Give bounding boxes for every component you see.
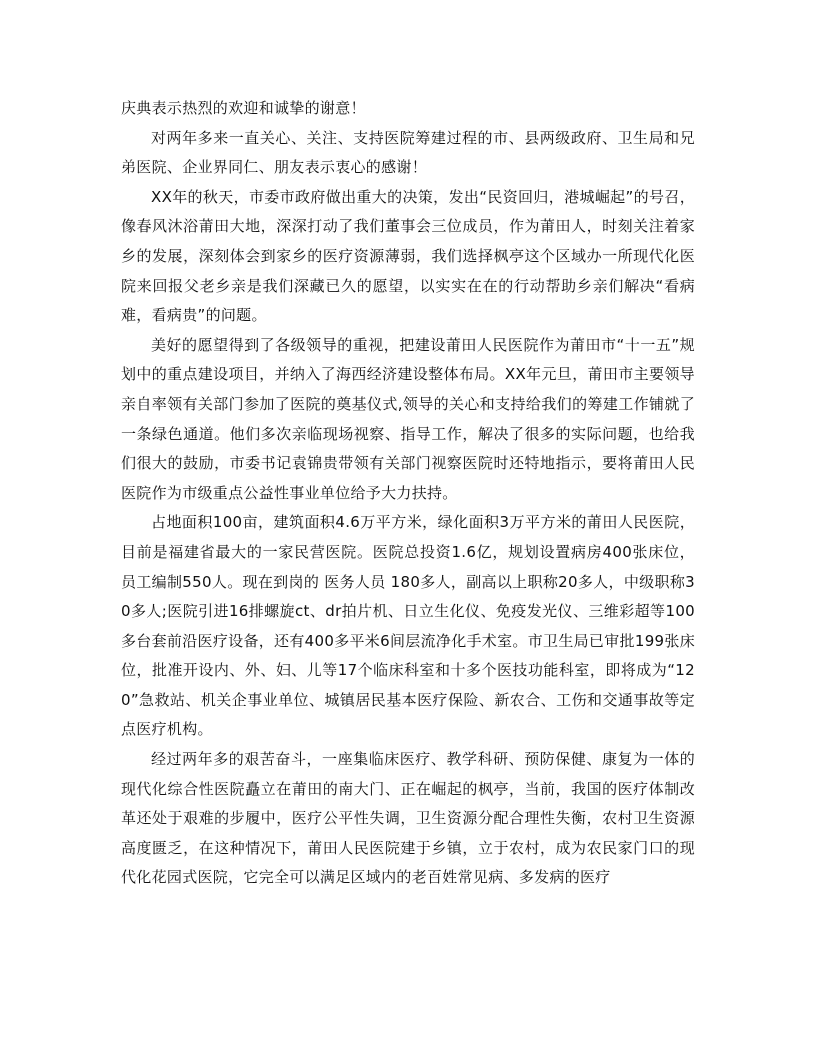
paragraph-3: XX年的秋天，市委市政府做出重大的决策，发出“民资回归，港城崛起”的号召，像春风沐浴莆田大地，深深打动了我们董事会三位成员，作为莆田人，时刻关注着家乡的发展，深刻体会到家乡的医疗资源薄弱，我们选择枫亭这个区域办一所现代化医院来回报父老乡亲是我们深藏已久的愿望，以实实在在的行动帮助乡亲们解决“看病难，看病贵”的问题。	[121, 187, 695, 325]
paragraph-5: 占地面积100亩，建筑面积4.6万平方米，绿化面积3万平方米的莆田人民医院，目前是福建省最大的一家民营医院。医院总投资1.6亿，规划设置病房400张床位，员工编制550人。现在到岗的 医务人员 180多人，副高以上职称20多人，中级职称30多人;医院引进16排螺旋ct、dr拍片机、日立生化仪、免疫发光仪、三维彩超等100多台套前沿医疗设备，还有400多平米6间层流净化手术室。市卫生局已审批199张床位，批准开设内、外、妇、儿等17个临床科室和十多个医技功能科室，即将成为“120”急救站、机关企事业单位、城镇居民基本医疗保险、新农合、工伤和交通事故等定点医疗机构。	[121, 513, 695, 739]
paragraph-4: 美好的愿望得到了各级领导的重视，把建设莆田人民医院作为莆田市“十一五”规划中的重点建设项目，并纳入了海西经济建设整体布局。XX年元旦，莆田市主要领导亲自率领有关部门参加了医院的奠基仪式,领导的关心和支持给我们的筹建工作铺就了一条绿色通道。他们多次亲临现场视察、指导工作，解决了很多的实际问题，也给我们很大的鼓励，市委书记袁锦贵带领有关部门视察医院时还特地指示，要将莆田人民医院作为市级重点公益性事业单位给予大力扶持。	[121, 335, 695, 502]
paragraph-1: 庆典表示热烈的欢迎和诚挚的谢意！	[121, 99, 366, 117]
paragraph-2: 对两年多来一直关心、关注、支持医院筹建过程的市、县两级政府、卫生局和兄弟医院、企业界同仁、朋友表示衷心的感谢！	[121, 128, 695, 177]
paragraph-6: 经过两年多的艰苦奋斗，一座集临床医疗、教学科研、预防保健、康复为一体的现代化综合性医院矗立在莆田的南大门、正在崛起的枫亭，当前，我国的医疗体制改革还处于艰难的步履中，医疗公平性失调，卫生资源分配合理性失衡，农村卫生资源高度匮乏，在这种情况下，莆田人民医院建于乡镇，立于农村，成为农民家门口的现代化花园式医院，它完全可以满足区域内的老百姓常见病、多发病的医疗	[121, 750, 695, 887]
document-body	[121, 94, 695, 893]
